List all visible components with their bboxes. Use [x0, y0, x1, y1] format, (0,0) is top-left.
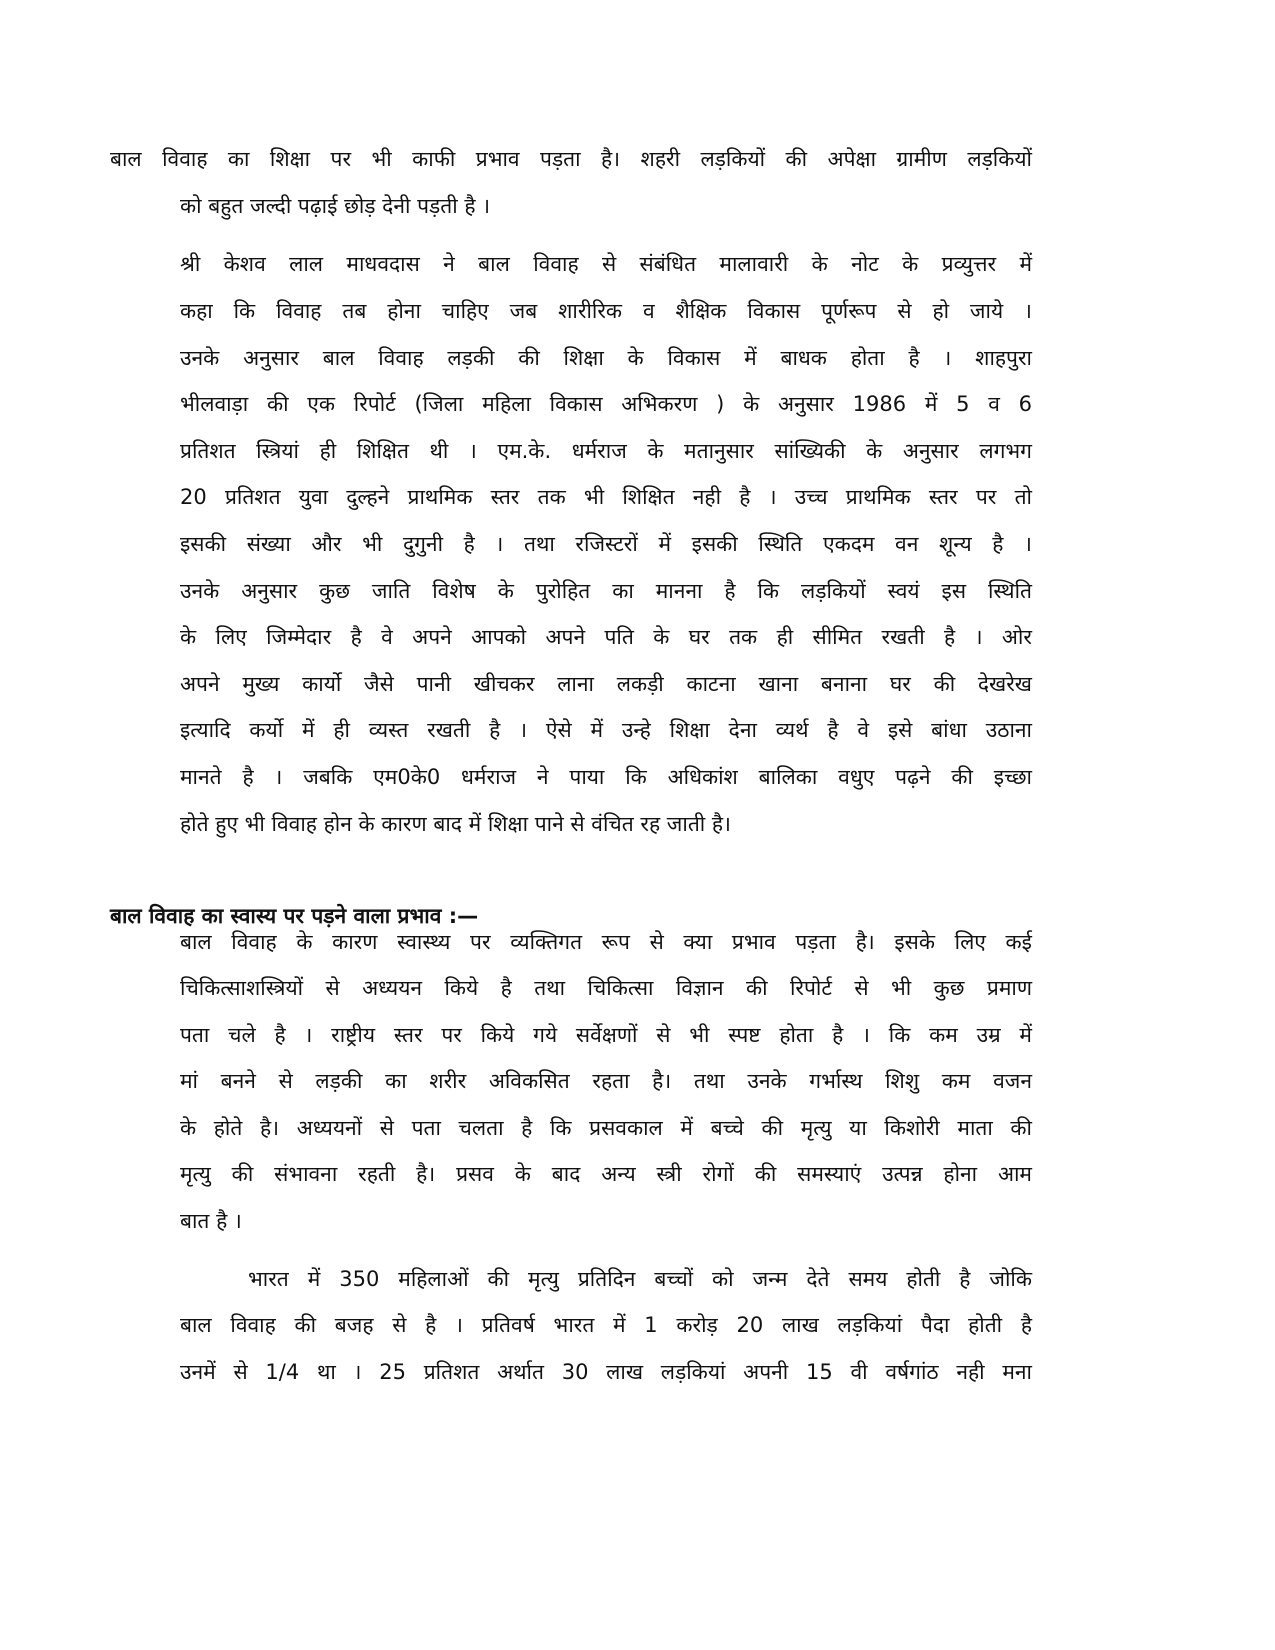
section-heading: बाल विवाह का स्वास्य पर पड़ने वाला प्रभाव :— — [110, 904, 479, 928]
paragraph-line: बात है । — [180, 1209, 242, 1233]
paragraph-line: के होते है। अध्ययनों से पता चलता है कि प्रसवकाल में बच्चे की मृत्यु या किशोरी माता की — [180, 1116, 1032, 1140]
paragraph-line: श्री केशव लाल माधवदास ने बाल विवाह से संबंधित मालावारी के नोट के प्रव्युत्तर में — [180, 252, 1032, 276]
paragraph-line: बाल विवाह का शिक्षा पर भी काफी प्रभाव पड़ता है। शहरी लड़कियों की अपेक्षा ग्रामीण लड़कियों — [110, 147, 1032, 171]
paragraph-line: भीलवाड़ा की एक रिपोर्ट (जिला महिला विकास अभिकरण ) के अनुसार 1986 में 5 व 6 — [180, 392, 1032, 416]
paragraph-line: इत्यादि कर्यो में ही व्यस्त रखती है । ऐसे में उन्हे शिक्षा देना व्यर्थ है वे इसे बांधा उठाना — [180, 718, 1032, 742]
paragraph-line: अपने मुख्य कार्यो जैसे पानी खीचकर लाना लकड़ी काटना खाना बनाना घर की देखरेख — [180, 672, 1032, 696]
paragraph-line: उनमें से 1/4 था । 25 प्रतिशत अर्थात 30 लाख लड़कियां अपनी 15 वी वर्षगांठ नही मना — [180, 1360, 1032, 1384]
paragraph-line: प्रतिशत स्त्रियां ही शिक्षित थी । एम.के. धर्मराज के मतानुसार सांख्यिकी के अनुसार लगभग — [180, 439, 1032, 463]
paragraph-line: उनके अनुसार बाल विवाह लड़की की शिक्षा के विकास में बाधक होता है । शाहपुरा — [180, 346, 1032, 370]
paragraph-line: चिकित्साशस्त्रियों से अध्ययन किये है तथा चिकित्सा विज्ञान की रिपोर्ट से भी कुछ प्रमाण — [180, 976, 1032, 1000]
paragraph-line: उनके अनुसार कुछ जाति विशेष के पुरोहित का मानना है कि लड़कियों स्वयं इस स्थिति — [180, 579, 1032, 603]
paragraph-line: भारत में 350 महिलाओं की मृत्यु प्रतिदिन बच्चों को जन्म देते समय होती है जोकि — [248, 1267, 1032, 1291]
paragraph-line: पता चले है । राष्ट्रीय स्तर पर किये गये सर्वेक्षणों से भी स्पष्ट होता है । कि कम उम्र में — [180, 1023, 1032, 1047]
paragraph-line: मृत्यु की संभावना रहती है। प्रसव के बाद अन्य स्त्री रोगों की समस्याएं उत्पन्न होना आम — [180, 1162, 1032, 1186]
paragraph-line: 20 प्रतिशत युवा दुल्हने प्राथमिक स्तर तक भी शिक्षित नही है । उच्च प्राथमिक स्तर पर तो — [180, 485, 1032, 509]
paragraph-line: बाल विवाह की बजह से है । प्रतिवर्ष भारत में 1 करोड़ 20 लाख लड़कियां पैदा होती है — [180, 1313, 1032, 1337]
paragraph-line: होते हुए भी विवाह होन के कारण बाद में शिक्षा पाने से वंचित रह जाती है। — [180, 812, 732, 836]
paragraph-line: मानते है । जबकि एम0के0 धर्मराज ने पाया कि अधिकांश बालिका वधुए पढ़ने की इच्छा — [180, 765, 1032, 789]
paragraph-line: मां बनने से लड़की का शरीर अविकसित रहता है। तथा उनके गर्भास्थ शिशु कम वजन — [180, 1069, 1032, 1093]
paragraph-line: को बहुत जल्दी पढ़ाई छोड़ देनी पड़ती है । — [180, 194, 491, 218]
paragraph-line: के लिए जिम्मेदार है वे अपने आपको अपने पति के घर तक ही सीमित रखती है । ओर — [180, 625, 1032, 649]
paragraph-line: बाल विवाह के कारण स्वास्थ्य पर व्यक्तिगत रूप से क्या प्रभाव पड़ता है। इसके लिए कई — [180, 930, 1032, 954]
paragraph-line: इसकी संख्या और भी दुगुनी है । तथा रजिस्टरों में इसकी स्थिति एकदम वन शून्य है । — [180, 532, 1032, 556]
paragraph-line: कहा कि विवाह तब होना चाहिए जब शारीरिक व शैक्षिक विकास पूर्णरूप से हो जाये । — [180, 299, 1032, 323]
